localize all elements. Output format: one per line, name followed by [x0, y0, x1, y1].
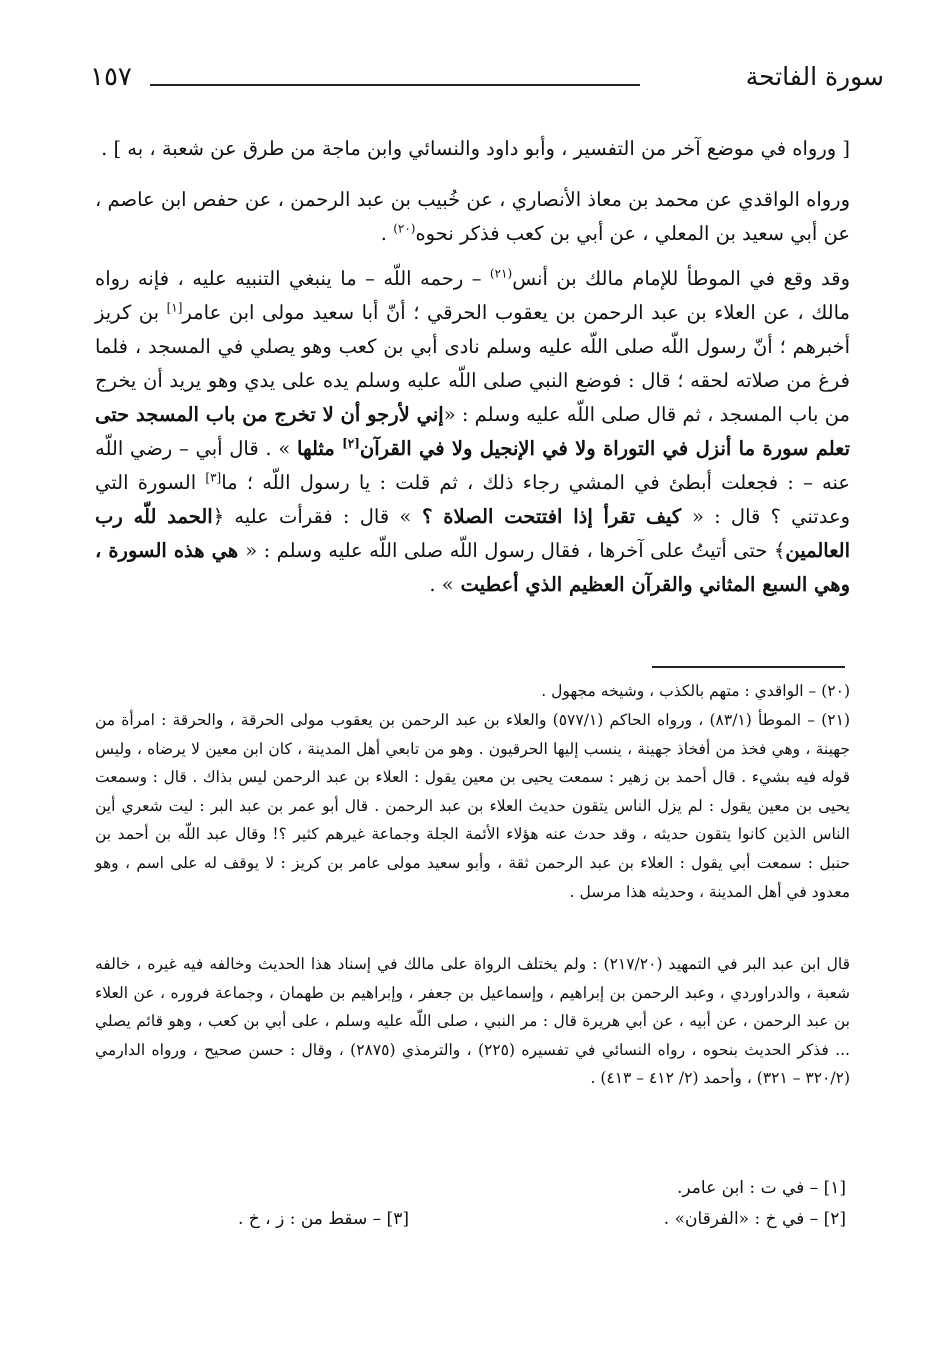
hadith-quote-bold: إني لأرجو أن لا تخرج من باب المسجد حتى تعلم سورة ما أنزل في التوراة ولا في الإنجيل ولا في القرآن: [95, 403, 851, 460]
footnote-separator: [652, 666, 845, 668]
paragraph-text: ﴾ حتى أتيتُ على آخرها ، فقال رسول اللّه صلى اللّه عليه وسلم : «: [245, 539, 786, 562]
page-number: ١٥٧: [90, 62, 132, 92]
hadith-quote-bold: هي هذه السورة ، وهي السبع المثاني والقرآن العظيم الذي أعطيت: [95, 539, 850, 596]
paragraph-muwatta: [95, 262, 880, 602]
variant-note-1: [١] – في ت : ابن عامر.: [677, 1178, 846, 1198]
paragraph-text: السورة التي وعدتني ؟ قال : «: [95, 471, 850, 528]
paragraph-text: – رحمه اللّه – ما ينبغي التنبيه عليه ، فإنه رواه مالك ، عن العلاء بن عبد الرحمن بن يعقوب الحرقي ؛ أنّ أبا سعيد مولى ابن عامر: [95, 267, 850, 324]
paragraph-text: [ ورواه في موضع آخر من التفسير ، وأبو داود والنسائي وابن ماجة من طرق عن شعبة ، به ] .: [101, 137, 850, 160]
footnote-ref-20[interactable]: (٢٠): [393, 221, 416, 236]
paragraph-text: » قال : فقرأت عليه ﴿: [212, 505, 412, 528]
paragraph-text: بن كريز أخبرهم ؛ أنّ رسول اللّه صلى اللّه عليه وسلم نادى أبي بن كعب وهو يصلي في المسجد ، فلما فرغ من صلاته لحقه ؛ قال : فوضع النبي صلى اللّه عليه وسلم يده على يدي وهو يريد أن يخرج من باب المسجد ، ثم قال صلى اللّه عليه وسلم : «: [95, 301, 850, 426]
variant-ref-1[interactable]: [١]: [166, 300, 183, 315]
paragraph-text: » . قال أبي – رضي اللّه عنه – : فجعلت أبطئ في المشي رجاء ذلك ، ثم قلت : يا رسول اللّه ؛ ما: [95, 437, 851, 494]
footnote-ref-21[interactable]: (٢١): [489, 266, 513, 281]
hadith-quote-bold: كيف تقرأ إذا افتتحت الصلاة ؟: [411, 505, 692, 528]
quran-verse-bold: الحمد للّه رب العالمين: [95, 505, 850, 562]
paragraph-bracketed-note: [95, 132, 850, 166]
variant-note-3: [٣] – سقط من : ز ، خ .: [238, 1209, 409, 1229]
paragraph-text-end: .: [380, 222, 394, 245]
running-head-surah-title: سورة الفاتحة: [745, 62, 884, 91]
hadith-quote-bold: مثلها: [297, 437, 343, 460]
footnote-21: (٢١) – الموطأ (٨٣/١) ، ورواه الحاكم (٥٧٧/١) والعلاء بن عبد الرحمن بن يعقوب مولى الحرقة ، والحرقة : امرأة من جهينة ، وهي فخذ من أفخاذ جهينة ، ينسب إليها الحرقيون . وهو من تابعي أهل المدينة ، كان ابن معين لا يرضاه ، وليس قوله فيه بشيء . قال أحمد بن زهير : سمعت يحيى بن معين يقول : العلاء بن عبد الرحمن ليس بذاك . قال : وسمعت يحيى بن معين يقول : لم يزل الناس يتقون حديث العلاء بن عبد الرحمن . قال أبو عمر بن عبد البر : ليت شعري أين الناس الذين كانوا يتقون حديثه ، وقد حدث عنه هؤلاء الأئمة الجلة وجماعة غيرهم كثير ؟! وقال عبد اللّه بن أحمد بن حنبل : سمعت أبي يقول : العلاء بن عبد الرحمن ثقة ، وأبو سعيد مولى عامر بن كريز : لا يوقف له على اسم ، وهو معدود في أهل المدينة ، وحديثه هذا مرسل .: [95, 711, 851, 901]
variant-note-2: [٢] – في خ : «الفرقان» .: [663, 1209, 846, 1229]
variant-ref-3[interactable]: [٣]: [205, 470, 222, 485]
paragraph-text: وقد وقع في الموطأ للإمام مالك بن أنس: [512, 267, 850, 290]
variant-ref-2[interactable]: [٢]: [342, 436, 360, 451]
footnote-ibn-abd-al-barr: قال ابن عبد البر في التمهيد (٢١٧/٢٠) : ولم يختلف الرواة على مالك في إسناد هذا الحديث وخالفه فيه غيره ، خالفه شعبة ، والدراوردي ، وعبد الرحمن بن إبراهيم ، وإسماعيل بن جعفر ، وإبراهيم بن طهمان ، وجماعة فروره ، عن العلاء بن عبد الرحمن ، عن أبيه ، عن أبي هريرة قال : مر النبي ، صلى اللّه عليه وسلم ، على أبي بن كعب ، وهو قائم يصلي ... فذكر الحديث بنحوه ، رواه النسائي في تفسيره (٢٢٥) ، والترمذي (٢٨٧٥) ، وقال : حسن صحيح ، ورواه الدارمي (٣٢٠/٢ – ٣٢١) ، وأحمد (٢/ ٤١٢ – ٤١٣) .: [95, 955, 850, 1088]
paragraph-text-end: » .: [429, 573, 454, 596]
paragraph-text: ورواه الواقدي عن محمد بن معاذ الأنصاري ، عن خُبيب بن عبد الرحمن ، عن حفص ابن عاصم ، عن أبي سعيد بن المعلي ، عن أبي بن كعب فذكر نحوه: [95, 188, 850, 245]
paragraph-waqidi: [95, 183, 880, 251]
header-rule: [150, 84, 640, 86]
footnote-20: (٢٠) – الواقدي : متهم بالكذب ، وشيخه مجهول .: [541, 682, 850, 700]
